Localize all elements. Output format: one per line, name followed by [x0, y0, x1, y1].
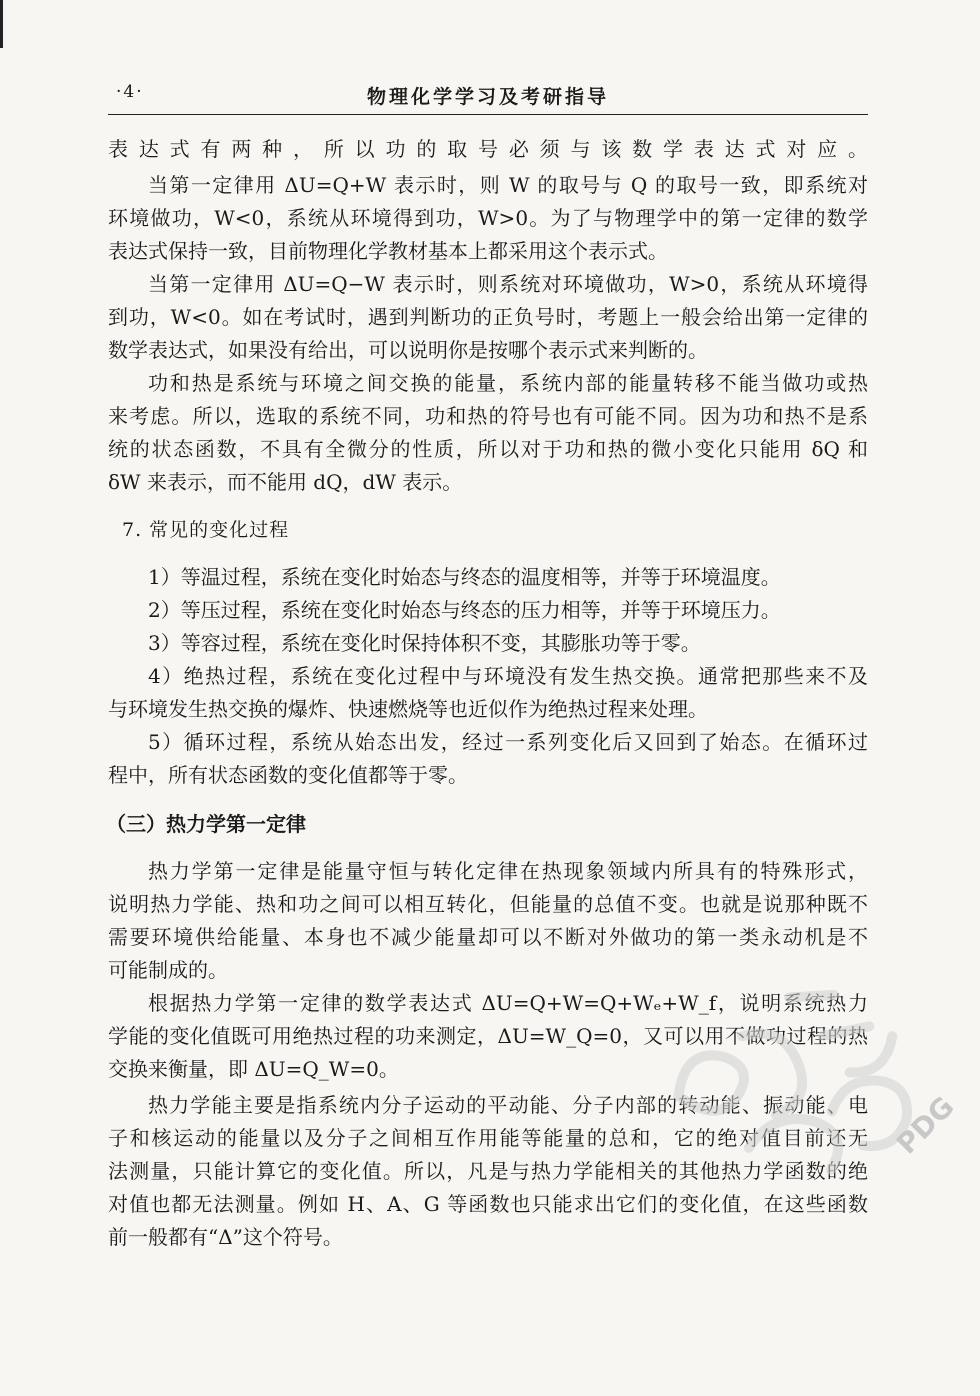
text-line: 前一般都有“Δ”这个符号。	[108, 1225, 343, 1249]
page-number: ·4·	[116, 82, 144, 102]
text-line: 子和核运动的能量以及分子之间相互作用能等能量的总和，它的绝对值目前还无	[108, 1126, 868, 1150]
text-line: 对值也都无法测量。例如 H、A、G 等函数也只能求出它们的变化值，在这些函数	[108, 1192, 868, 1216]
text-line: 程中，所有状态函数的变化值都等于零。	[108, 763, 468, 787]
watermark-text: PDG	[890, 1090, 961, 1161]
text-line: 学能的变化值既可用绝热过程的功来测定，ΔU=W_Q=0，又可以用不做功过程的热	[108, 1024, 868, 1048]
text-line: 法测量，只能计算它的变化值。所以，凡是与热力学能相关的其他热力学函数的绝	[108, 1159, 868, 1183]
text-line: 与环境发生热交换的爆炸、快速燃烧等也近似作为绝热过程来处理。	[108, 697, 708, 721]
book-title: 物理化学学习及考研指导	[366, 86, 609, 108]
subsection-heading: 7. 常见的变化过程	[122, 519, 290, 541]
list-item: 5）循环过程，系统从始态出发，经过一系列变化后又回到了始态。在循环过	[148, 730, 868, 754]
list-item: 4）绝热过程，系统在变化过程中与环境没有发生热交换。通常把那些来不及	[148, 664, 868, 688]
text-line: 统的状态函数，不具有全微分的性质，所以对于功和热的微小变化只能用 δQ 和	[108, 437, 868, 461]
text-line: 到功，W<0。如在考试时，遇到判断功的正负号时，考题上一般会给出第一定律的	[108, 305, 868, 329]
section-heading: （三）热力学第一定律	[106, 812, 306, 836]
running-header	[108, 80, 868, 110]
text-line: 可能制成的。	[108, 958, 228, 982]
text-line: 热力学第一定律是能量守恒与转化定律在热现象领域内所具有的特殊形式，	[148, 859, 868, 883]
scan-edge	[0, 0, 3, 48]
text-line: 表达式有两种，所以功的取号必须与该数学表达式对应。	[108, 137, 868, 161]
text-line: 数学表达式，如果没有给出，可以说明你是按哪个表示式来判断的。	[108, 338, 708, 362]
text-line: 来考虑。所以，选取的系统不同，功和热的符号也有可能不同。因为功和热不是系	[108, 404, 868, 428]
text-line: δW 来表示，而不能用 dQ，dW 表示。	[108, 470, 463, 494]
list-item: 3）等容过程，系统在变化时保持体积不变，其膨胀功等于零。	[148, 631, 701, 655]
text-line: 表达式保持一致，目前物理化学教材基本上都采用这个表示式。	[108, 239, 668, 263]
text-line: 当第一定律用 ΔU=Q+W 表示时，则 W 的取号与 Q 的取号一致，即系统对	[148, 173, 868, 197]
text-line: 需要环境供给能量、本身也不减少能量却可以不断对外做功的第一类永动机是不	[108, 925, 868, 949]
text-line: 根据热力学第一定律的数学表达式 ΔU=Q+W=Q+Wₑ+W_f，说明系统热力	[148, 991, 868, 1015]
text-line: 热力学能主要是指系统内分子运动的平动能、分子内部的转动能、振动能、电	[148, 1093, 868, 1117]
text-line: 交换来衡量，即 ΔU=Q_W=0。	[108, 1057, 399, 1081]
text-line: 环境做功，W<0，系统从环境得到功，W>0。为了与物理学中的第一定律的数学	[108, 206, 868, 230]
text-line: 说明热力学能、热和功之间可以相互转化，但能量的总值不变。也就是说那种既不	[108, 892, 868, 916]
list-item: 2）等压过程，系统在变化时始态与终态的压力相等，并等于环境压力。	[148, 598, 781, 622]
header-rule	[108, 114, 868, 115]
text-line: 当第一定律用 ΔU=Q−W 表示时，则系统对环境做功，W>0，系统从环境得	[148, 272, 868, 296]
list-item: 1）等温过程，系统在变化时始态与终态的温度相等，并等于环境温度。	[148, 565, 781, 589]
text-line: 功和热是系统与环境之间交换的能量，系统内部的能量转移不能当做功或热	[148, 371, 868, 395]
